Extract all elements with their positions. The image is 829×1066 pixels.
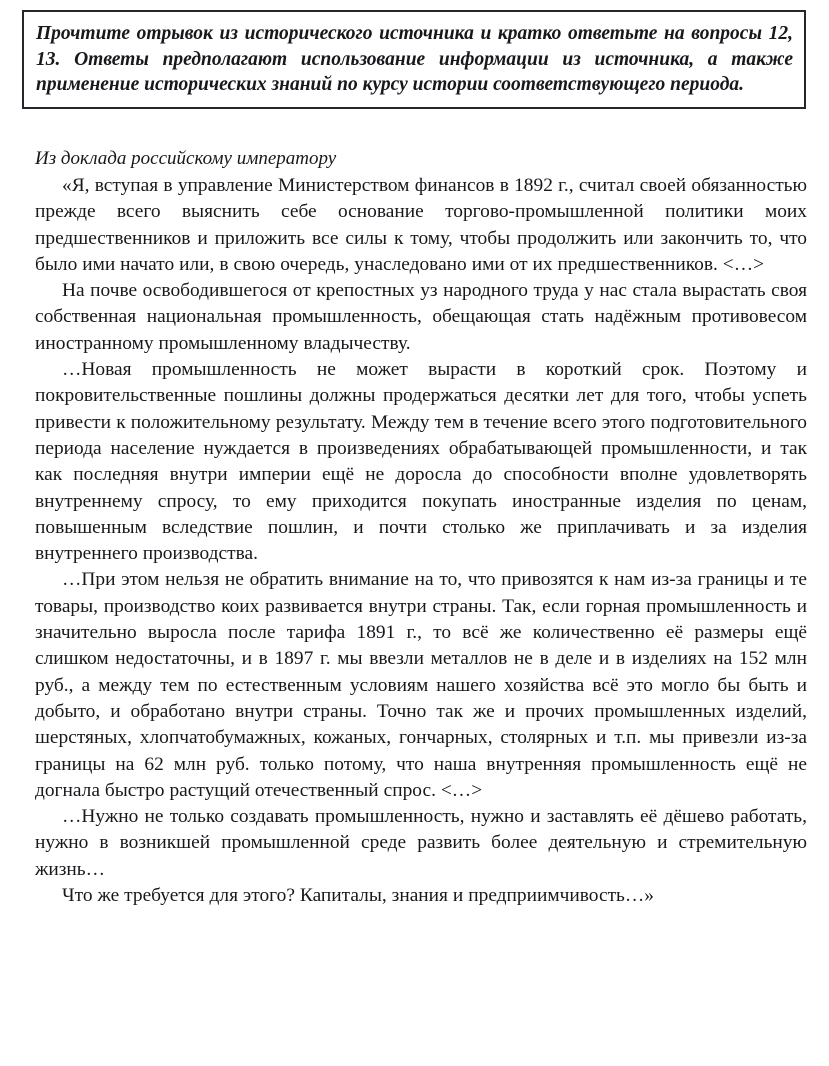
passage-paragraph-1: «Я, вступая в управление Министерством финансов в 1892 г., считал своей обязанностью прежде всего выяснить себе основание торгово-промышленной политики моих предшественников и приложить все силы к тому, чтобы продолжить или закончить то, что было ими начато или, в свою очередь, унаследовано ими от их предшественников. <…> bbox=[35, 175, 807, 275]
passage-body bbox=[35, 146, 807, 909]
passage-paragraph-5: …Нужно не только создавать промышленность, нужно и заставлять её дёшево работать, нужно в возникшей промышленной среде развить более деятельную и стремительную жизнь… bbox=[35, 806, 807, 880]
passage-paragraph-4: …При этом нельзя не обратить внимание на то, что привозятся к нам из-за границы и те товары, производство коих развивается внутри страны. Так, если горная промышленность и значительно выросла после тарифа 1891 г., то всё же количественно её размеры ещё слишком недостаточны, и в 1897 г. мы ввезли металлов не в деле и в изделиях на 152 млн руб., а между тем по естественным условиям нашего хозяйства всё это могло бы быть и добыто, и обработано внутри страны. Точно так же и прочих промышленных изделий, шерстяных, хлопчатобумажных, кожаных, гончарных, столярных и т.п. мы привезли из-за границы на 62 млн руб. только потому, что наша внутренняя промышленность ещё не догнала быстро растущий отечественный спрос. <…> bbox=[35, 569, 807, 801]
passage-paragraph-3: …Новая промышленность не может вырасти в короткий срок. Поэтому и покровительственные пошлины должны продержаться десятки лет для того, чтобы успеть привести к положительному результату. Между тем в течение всего этого подготовительного периода население нуждается в произведениях обрабатывающей промышленности, и так как последняя внутри империи ещё не доросла до способности вполне удовлетворять внутреннему спросу, то ему приходится покупать иностранные изделия по ценам, повышенным вследствие пошлин, и почти столько же приплачивать и за изделия внутреннего производства. bbox=[35, 359, 807, 565]
passage-paragraph-2: На почве освободившегося от крепостных уз народного труда у нас стала вырастать своя собственная национальная промышленность, обещающая стать надёжным противовесом иностранному промышленному владычеству. bbox=[35, 280, 807, 354]
passage-paragraph-6: Что же требуется для этого? Капиталы, знания и предприимчивость…» bbox=[62, 885, 654, 907]
instruction-text: Прочтите отрывок из исторического источника и кратко ответьте на вопросы 12, 13. Ответы предполагают использование информации из источника, а также применение исторических знаний по курсу истории соответствующего периода. bbox=[36, 23, 793, 95]
source-attribution: Из доклада российскому императору bbox=[35, 148, 337, 169]
instruction-box bbox=[22, 10, 806, 109]
